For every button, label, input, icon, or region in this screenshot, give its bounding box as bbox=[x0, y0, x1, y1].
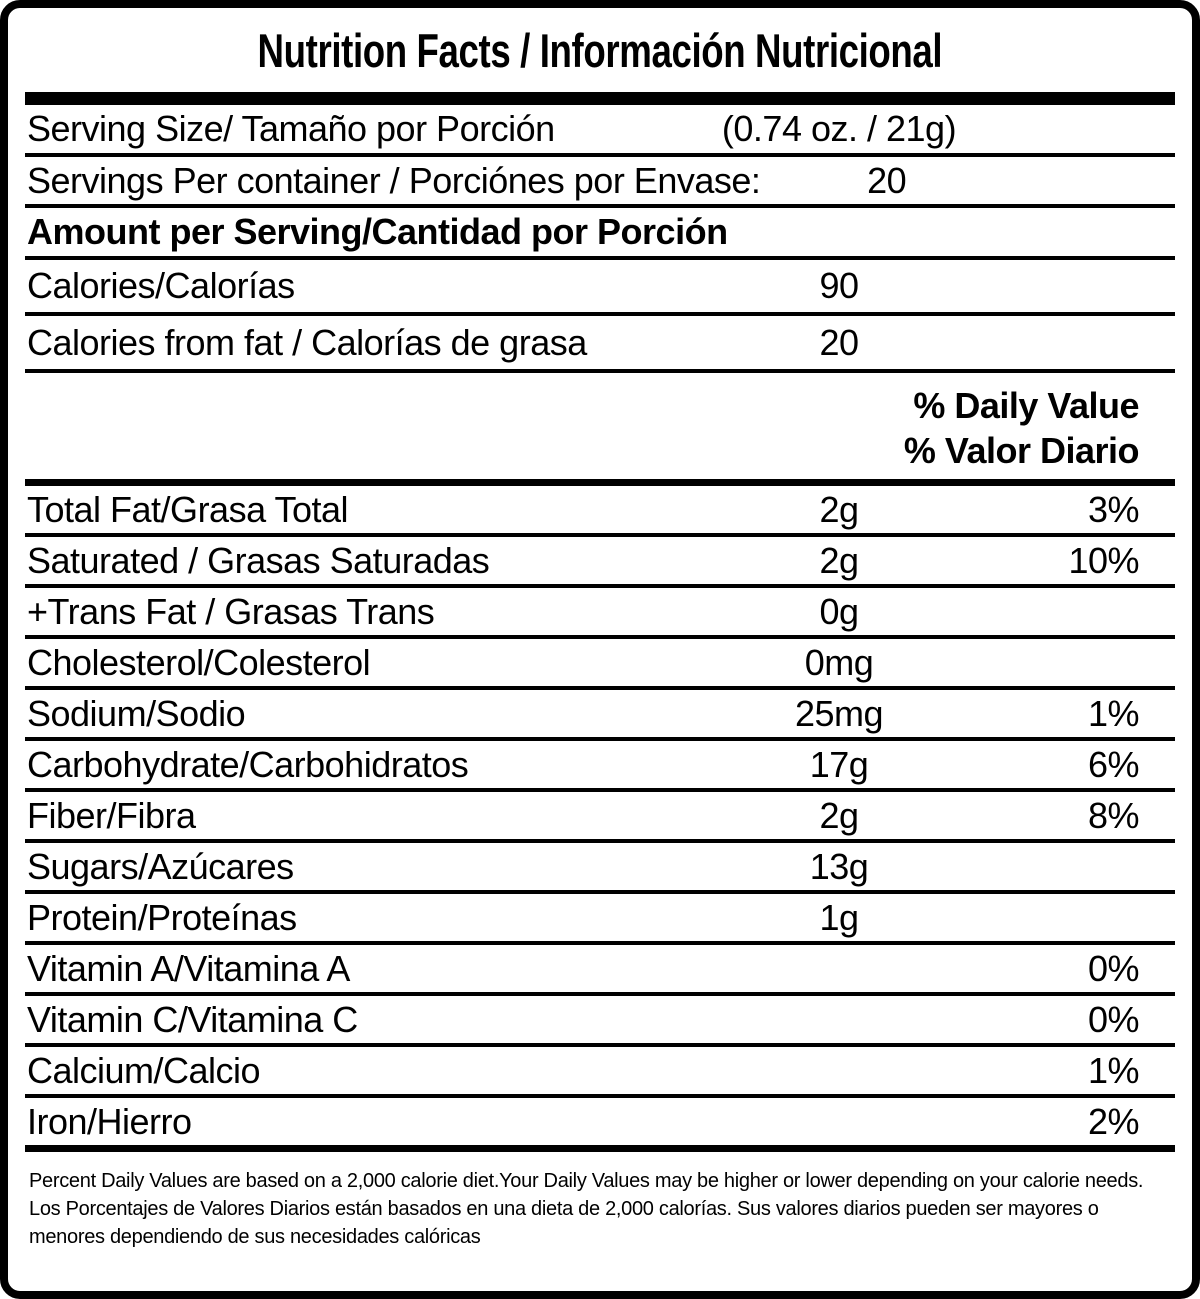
daily-value-header-es: % Valor Diario bbox=[903, 430, 1139, 471]
nutrient-daily-value: 3% bbox=[1087, 488, 1139, 530]
nutrient-amount: 2g bbox=[819, 539, 859, 581]
daily-value-header bbox=[25, 373, 1175, 486]
serving-size-row bbox=[25, 105, 1175, 157]
nutrient-label: Sugars/Azúcares bbox=[27, 845, 294, 887]
label-title: Nutrition Facts / Información Nutricional bbox=[257, 23, 943, 77]
nutrient-label: Iron/Hierro bbox=[27, 1100, 192, 1142]
calories-value: 90 bbox=[819, 265, 859, 306]
nutrient-label: Calcium/Calcio bbox=[27, 1049, 261, 1091]
label-header bbox=[8, 8, 1192, 92]
nutrient-label: +Trans Fat / Grasas Trans bbox=[27, 590, 435, 632]
nutrient-row-calcium bbox=[25, 1047, 1175, 1098]
nutrient-row-saturated-fat bbox=[25, 537, 1175, 588]
nutrient-row-total-fat bbox=[25, 486, 1175, 537]
serving-size-label: Serving Size/ Tamaño por Porción bbox=[27, 108, 555, 149]
serving-size-value: (0.74 oz. / 21g) bbox=[721, 108, 957, 149]
servings-per-container-label: Servings Per container / Porciónes por Envase: bbox=[27, 159, 761, 201]
nutrient-label: Vitamin C/Vitamina C bbox=[27, 998, 358, 1040]
calories-row bbox=[25, 260, 1175, 316]
nutrient-amount: 2g bbox=[819, 794, 859, 836]
nutrient-amount: 2g bbox=[819, 488, 859, 530]
title-divider-bar bbox=[25, 92, 1175, 105]
nutrient-row-vitamin-c bbox=[25, 996, 1175, 1047]
calories-from-fat-value: 20 bbox=[819, 321, 859, 363]
footnote-english: Percent Daily Values are based on a 2,000 calorie diet.Your Daily Values may be higher or lower depending on your calorie needs. bbox=[29, 1170, 1144, 1192]
nutrient-row-fiber bbox=[25, 792, 1175, 843]
nutrient-daily-value: 8% bbox=[1087, 794, 1139, 836]
nutrient-amount: 13g bbox=[809, 845, 869, 887]
nutrient-label: Total Fat/Grasa Total bbox=[27, 488, 348, 530]
nutrient-row-carbohydrate bbox=[25, 741, 1175, 792]
nutrient-row-sugars bbox=[25, 843, 1175, 894]
nutrient-label: Sodium/Sodio bbox=[27, 692, 246, 734]
nutrient-daily-value: 1% bbox=[1087, 692, 1139, 734]
nutrient-daily-value: 0% bbox=[1087, 998, 1139, 1040]
nutrient-amount: 1g bbox=[819, 896, 859, 938]
nutrient-amount: 17g bbox=[809, 743, 869, 785]
nutrient-daily-value: 10% bbox=[1068, 539, 1139, 581]
footnote-spanish: Los Porcentajes de Valores Diarios están basados en una dieta de 2,000 calorías. Sus valores diarios pueden ser mayores o menores dependiendo de sus necesidades calóricas bbox=[29, 1198, 1099, 1248]
nutrient-label: Saturated / Grasas Saturadas bbox=[27, 539, 490, 581]
daily-value-header-en: % Daily Value bbox=[913, 385, 1139, 426]
amount-per-serving-heading: Amount per Serving/Cantidad por Porción bbox=[27, 211, 728, 252]
servings-per-container-value: 20 bbox=[867, 159, 907, 201]
nutrient-row-iron bbox=[25, 1098, 1175, 1152]
nutrient-amount: 25mg bbox=[794, 692, 884, 734]
nutrient-label: Fiber/Fibra bbox=[27, 794, 196, 836]
calories-label: Calories/Calorías bbox=[27, 265, 295, 306]
nutrient-row-trans-fat bbox=[25, 588, 1175, 639]
nutrient-label: Protein/Proteínas bbox=[27, 896, 297, 938]
calories-from-fat-row bbox=[25, 316, 1175, 373]
nutrient-row-vitamin-a bbox=[25, 945, 1175, 996]
nutrient-daily-value: 6% bbox=[1087, 743, 1139, 785]
nutrient-label: Vitamin A/Vitamina A bbox=[27, 947, 350, 989]
label-body bbox=[25, 105, 1175, 1152]
calories-from-fat-label: Calories from fat / Calorías de grasa bbox=[27, 321, 587, 363]
nutrient-row-protein bbox=[25, 894, 1175, 945]
nutrient-daily-value: 0% bbox=[1087, 947, 1139, 989]
nutrient-amount: 0g bbox=[819, 590, 859, 632]
nutrient-daily-value: 2% bbox=[1087, 1100, 1139, 1142]
nutrient-row-sodium bbox=[25, 690, 1175, 741]
footnotes bbox=[25, 1167, 1175, 1251]
servings-per-container-row bbox=[25, 157, 1175, 208]
nutrient-label: Cholesterol/Colesterol bbox=[27, 641, 371, 683]
nutrient-label: Carbohydrate/Carbohidratos bbox=[27, 743, 469, 785]
nutrient-amount: 0mg bbox=[804, 641, 874, 683]
nutrient-row-cholesterol bbox=[25, 639, 1175, 690]
amount-per-serving-heading-row bbox=[25, 208, 1175, 260]
nutrient-daily-value: 1% bbox=[1087, 1049, 1139, 1091]
